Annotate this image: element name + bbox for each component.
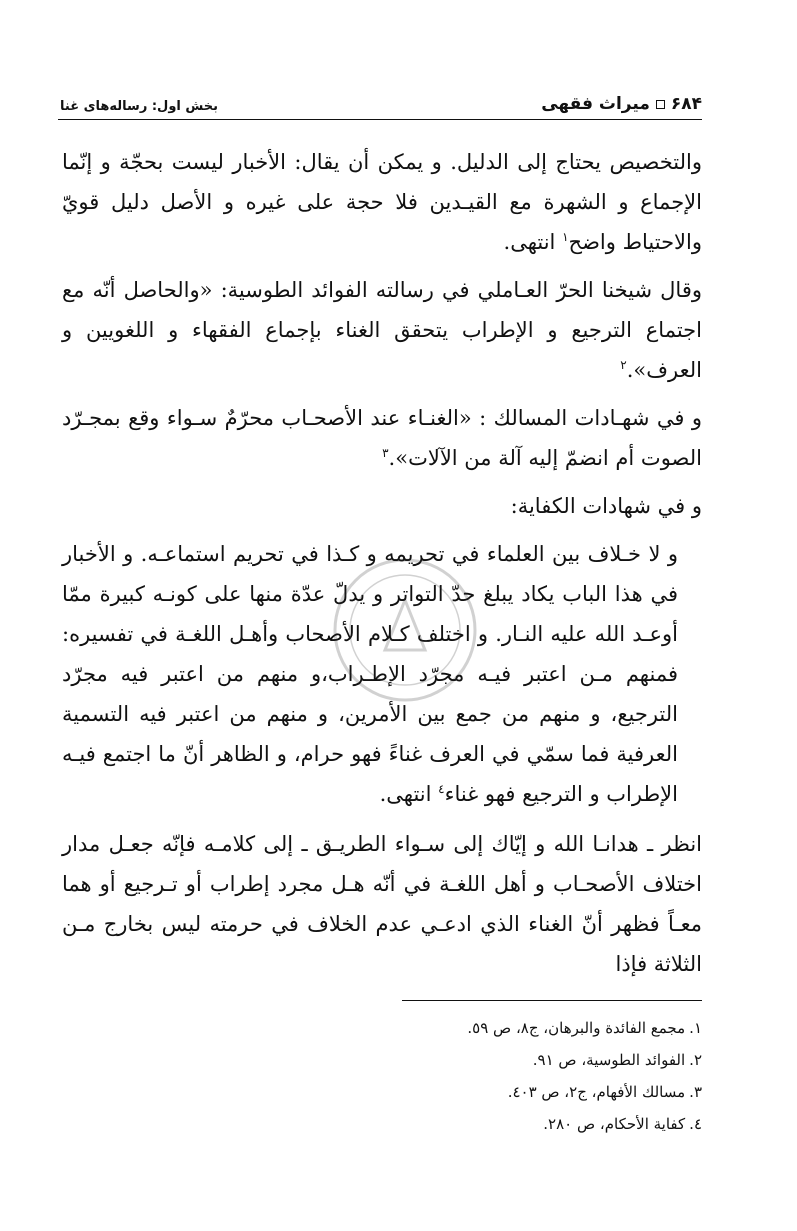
paragraph-2 (62, 270, 702, 390)
quoted-block (62, 534, 702, 814)
paragraph-6 (62, 824, 702, 984)
footnote-ref-4: ٤ (438, 782, 445, 796)
square-ornament-icon (656, 100, 665, 109)
page-number-block (541, 94, 702, 114)
running-header (60, 86, 702, 114)
footnote-2-number: ٢. (689, 1051, 702, 1069)
paragraph-4 (62, 486, 702, 526)
paragraph-3-text: و في شهـادات المسالك : «الغنـاء عند الأصحـاب محرّمٌ سـواء وقع بمجـرّد الصوت أم انضمّ إليه آلة من الآلات». (62, 406, 702, 470)
footnote-ref-3: ٣ (382, 446, 389, 460)
quoted-block-tail: انتهى. (379, 782, 439, 806)
footnote-4-text: كفاية الأحكام، ص ٢٨٠. (543, 1115, 686, 1133)
paragraph-1-tail: انتهى. (503, 230, 563, 254)
footnote-3-number: ٣. (689, 1083, 702, 1101)
footnote-ref-2: ٢ (620, 358, 627, 372)
paragraph-2-text: وقال شيخنا الحرّ العـاملي في رسالته الفوائد الطوسية: «والحاصل أنّه مع اجتماع الترجيع و الإطراب يتحقق الغناء بإجماع الفقهاء و اللغويين و العرف». (62, 278, 703, 382)
header-divider (58, 119, 702, 120)
paragraph-4-text: و في شهادات الكفاية: (510, 494, 702, 518)
quoted-block-text: و لا خـلاف بين العلماء في تحريمه و كـذا في تحريم استماعـه. و الأخبار في هذا الباب يكاد يبلغ حدّ التواتر و يدلّ عدّة منها على كونـه كبيرة ممّا أوعـد الله عليه النـار. و اختلف كـلام الأصحاب وأهـل اللغـة في تفسيره: فمنهم مـن اعتبر فيـه مجرّد الإطـراب،و منهم من اعتبر فيه مجرّد الترجيع، و منهم من جمع بين الأمرين، و منهم من اعتبر فيه التسمية العرفية فما سمّي في العرف غناءً فهو حرام، و الظاهر أنّ ما اجتمع فيـه الإطراب و الترجيع فهو غناء (62, 542, 678, 806)
paragraph-6-text: انظر ـ هدانـا الله و إيّاك إلى سـواء الطريـق ـ إلى كلامـه فإنّه جعـل مدار اختلاف الأصحـاب و أهل اللغـة في أنّه هـل مجرد إطراب أو تـرجيع أو هما معـاً فظهر أنّ الغناء الذي ادعـي عدم الخلاف في حرمته ليس بخارج مـن الثلاثة فإذا (62, 832, 702, 976)
footnote-2-text: الفوائد الطوسية، ص ٩١. (532, 1051, 686, 1069)
footnote-1-text: مجمع الفائدة والبرهان، ج٨، ص ٥٩. (467, 1019, 686, 1037)
footnote-4-number: ٤. (689, 1115, 702, 1133)
footnotes (300, 1012, 702, 1140)
body-text (62, 142, 702, 992)
page-number: ۶۸۴ (670, 94, 702, 114)
footnote-1-number: ١. (689, 1019, 702, 1037)
section-title: بخش اول: رسالەهای غنا (60, 99, 219, 114)
footnote-4 (300, 1108, 702, 1140)
footnote-1 (300, 1012, 702, 1044)
paragraph-3 (62, 398, 702, 478)
footnote-3 (300, 1076, 702, 1108)
book-title: میراث فقهی (541, 94, 650, 114)
footnote-2 (300, 1044, 702, 1076)
paragraph-1 (62, 142, 702, 262)
footnote-divider (402, 1000, 702, 1001)
footnote-ref-1: ١ (562, 230, 569, 244)
paragraph-1-text: والتخصيص يحتاج إلى الدليل. و يمكن أن يقال: الأخبار ليست بحجّة و إنّما الإجماع و الشهرة مع القيـدين فلا حجة على غيره و الأصل دليل قويّ والاحتياط واضح (62, 150, 702, 254)
footnote-3-text: مسالك الأفهام، ج٢، ص ٤٠٣. (507, 1083, 686, 1101)
